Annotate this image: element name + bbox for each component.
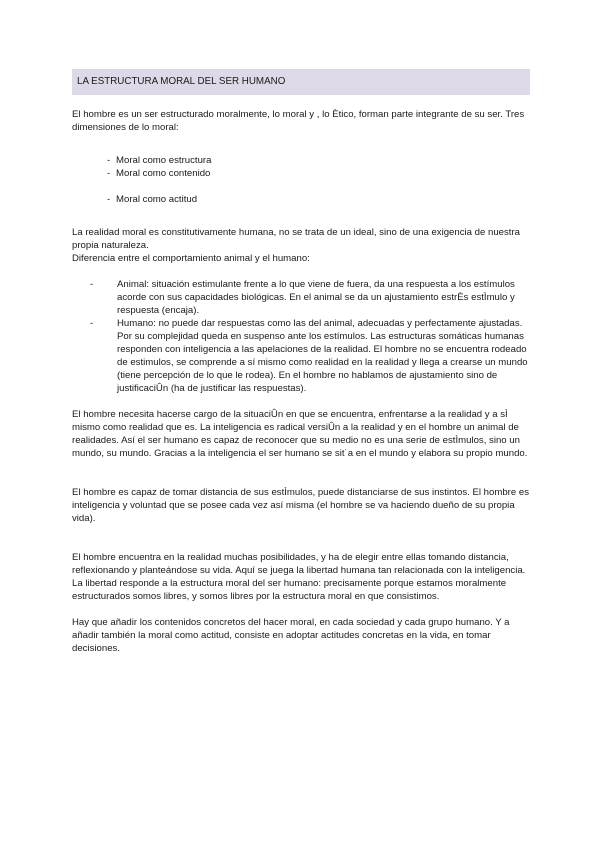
distancia-paragraph: El hombre es capaz de tomar distancia de sus estÌmulos, puede distanciarse de sus instintos. El hombre es inteligencia y voluntad que se posee cada vez así misma (el hombre se va haciendo dueño de su propia vida). [72,487,530,524]
intro-paragraph: El hombre es un ser estructurado moralmente, lo moral y , lo Ètico, forman parte integrante de su ser. Tres dimensiones de lo moral: [72,109,525,133]
cargo-paragraph: El hombre necesita hacerse cargo de la situaciÛn en que se encuentra, enfrentarse a la realidad y a sÌ mismo como realidad que es. La inteligencia es radical versiÛn a la realidad y en el hombre un animal de realidades. Así el ser humano es capaz de reconocer que su medio no es una serie de estÌmulos, sino un mundo, su mundo. Gracias a la inteligencia el ser humano se sit˙a en el mundo y elabora su propio mundo. [72,409,528,459]
comparison-item-animal: - Animal: situación estimulante frente a lo que viene de fuera, da una respuesta a los estímulos acorde con sus capacidades biológicas. En el animal se da un ajustamiento estrÈs estÌmulo y respuesta (encaja). [90,279,515,316]
document-title: LA ESTRUCTURA MORAL DEL SER HUMANO [72,69,530,95]
contenidos-paragraph: Hay que añadir los contenidos concretos del hacer moral, en cada sociedad y cada grupo humano. Y a añadir también la moral como actitud, consiste en adoptar actitudes concretas en la vida, en tomar decisiones. [72,617,510,654]
dimension-item: - Moral como actitud [107,194,198,205]
document-page [72,69,530,655]
comparison-list [72,278,530,395]
dimension-item: - Moral como contenido [107,168,211,179]
comparison-item-humano: - Humano: no puede dar respuestas como las del animal, adecuadas y perfectamente ajustadas. Por su complejidad queda en suspenso ante los estímulos. Las estructuras somáticas humanas responden con inteligencia a las apelaciones de la realidad. El hombre no se encuentra rodeado de estimulos, se comprende a sí mismo como realidad en la realidad y llega a crearse un mundo (tiene percepción de lo que le rodea). En el hombre no hablamos de ajustamiento sino de justificaciÛn (ha de justificar las respuestas). [90,318,528,394]
realidad-paragraph: La realidad moral es constitutivamente humana, no se trata de un ideal, sino de una exigencia de nuestra propia naturaleza. [72,227,520,251]
dimension-item: - Moral como estructura [107,155,212,166]
posibilidades-paragraph: El hombre encuentra en la realidad muchas posibilidades, y ha de elegir entre ellas tomando distancia, reflexionando y planteándose su vida. Aquí se juega la libertad humana tan relacionada con la inteligencia. La libertad responde a la estructura moral del ser humano: precisamente porque estamos moralmente estructurados somos libres, y somos libres por la estructura moral en que consistimos. [72,552,526,602]
dimensions-list [72,154,530,206]
diferencia-paragraph: Diferencia entre el comportamiento animal y el humano: [72,253,310,264]
